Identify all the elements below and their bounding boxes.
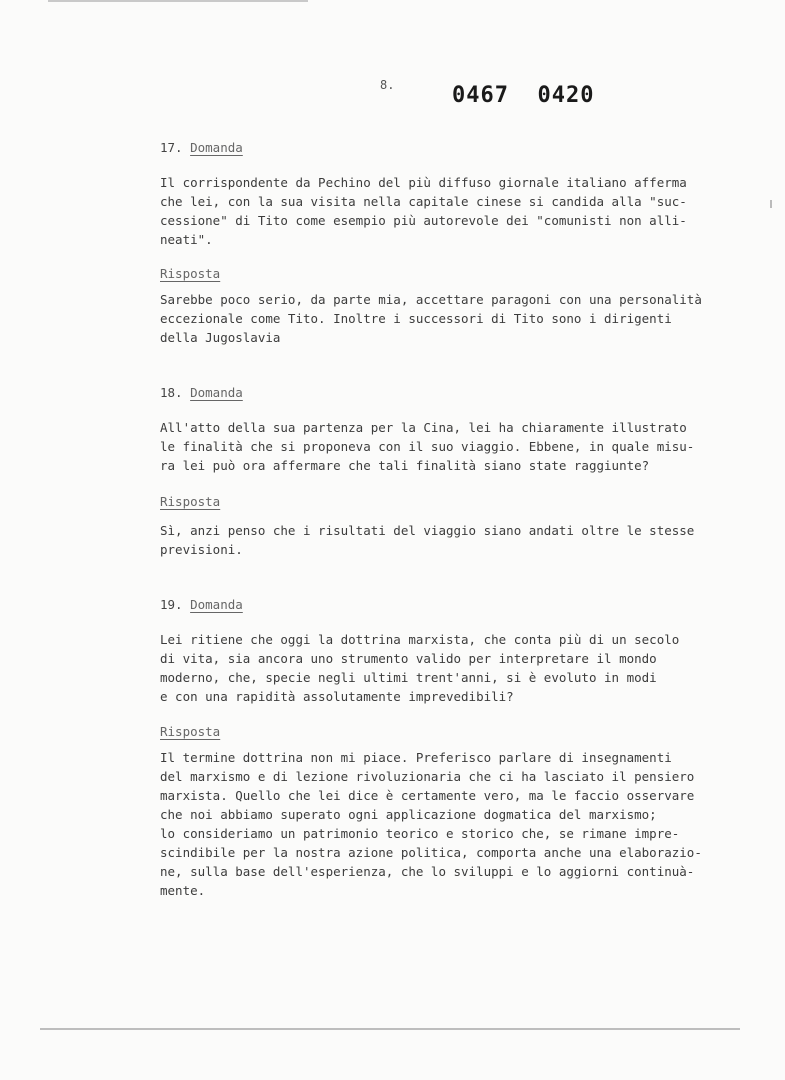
margin-mark xyxy=(770,200,772,208)
document-code: 0467 0420 xyxy=(452,83,595,108)
text-line: All'atto della sua partenza per la Cina, lei ha chiaramente illustrato xyxy=(160,420,687,435)
text-line: scindibile per la nostra azione politica, comporta anche una elaborazio- xyxy=(160,845,702,860)
text-line: Sarebbe poco serio, da parte mia, accettare paragoni con una personalità xyxy=(160,292,702,307)
question-heading-19 xyxy=(160,597,243,612)
text-line: Sì, anzi penso che i risultati del viaggio siano andati oltre le stesse xyxy=(160,523,695,538)
question-label: Domanda xyxy=(190,385,243,400)
question-text-18 xyxy=(160,418,720,475)
text-line: moderno, che, specie negli ultimi trent'anni, si è evoluto in modi xyxy=(160,670,657,685)
text-line: Il termine dottrina non mi piace. Preferisco parlare di insegnamenti xyxy=(160,750,672,765)
answer-text-19 xyxy=(160,748,720,900)
question-label: Domanda xyxy=(190,597,243,612)
text-line: marxista. Quello che lei dice è certamente vero, ma le faccio osservare xyxy=(160,788,695,803)
question-text-17 xyxy=(160,173,720,249)
question-heading-18 xyxy=(160,385,243,400)
text-line: di vita, sia ancora uno strumento valido per interpretare il mondo xyxy=(160,651,657,666)
text-line: eccezionale come Tito. Inoltre i successori di Tito sono i dirigenti xyxy=(160,311,672,326)
question-number: 18. xyxy=(160,385,183,400)
question-heading-17 xyxy=(160,140,243,155)
text-line: del marxismo e di lezione rivoluzionaria che ci ha lasciato il pensiero xyxy=(160,769,695,784)
answer-heading-19 xyxy=(160,724,220,739)
text-line: le finalità che si proponeva con il suo viaggio. Ebbene, in quale misu- xyxy=(160,439,695,454)
question-label: Domanda xyxy=(190,140,243,155)
page-top-edge xyxy=(48,0,308,2)
text-line: mente. xyxy=(160,883,206,898)
text-line: lo consideriamo un patrimonio teorico e storico che, se rimane impre- xyxy=(160,826,680,841)
answer-text-18 xyxy=(160,521,720,559)
text-line: previsioni. xyxy=(160,542,243,557)
question-number: 17. xyxy=(160,140,183,155)
text-line: Lei ritiene che oggi la dottrina marxista, che conta più di un secolo xyxy=(160,632,680,647)
answer-heading-18 xyxy=(160,494,220,509)
text-line: che lei, con la sua visita nella capitale cinese si candida alla "suc- xyxy=(160,194,687,209)
question-text-19 xyxy=(160,630,720,706)
question-number: 19. xyxy=(160,597,183,612)
text-line: Il corrispondente da Pechino del più diffuso giornale italiano afferma xyxy=(160,175,687,190)
answer-label: Risposta xyxy=(160,494,221,509)
page-bottom-edge xyxy=(40,1028,740,1030)
text-line: e con una rapidità assolutamente imprevedibili? xyxy=(160,689,514,704)
answer-label: Risposta xyxy=(160,724,221,739)
text-line: neati". xyxy=(160,232,213,247)
text-line: della Jugoslavia xyxy=(160,330,281,345)
page-number: 8. xyxy=(380,78,395,92)
text-line: ne, sulla base dell'esperienza, che lo sviluppi e lo aggiorni continuà- xyxy=(160,864,695,879)
answer-label: Risposta xyxy=(160,266,221,281)
text-line: ra lei può ora affermare che tali finalità siano state raggiunte? xyxy=(160,458,650,473)
text-line: che noi abbiamo superato ogni applicazione dogmatica del marxismo; xyxy=(160,807,657,822)
text-line: cessione" di Tito come esempio più autorevole dei "comunisti non alli- xyxy=(160,213,687,228)
answer-heading-17 xyxy=(160,266,220,281)
answer-text-17 xyxy=(160,290,720,347)
